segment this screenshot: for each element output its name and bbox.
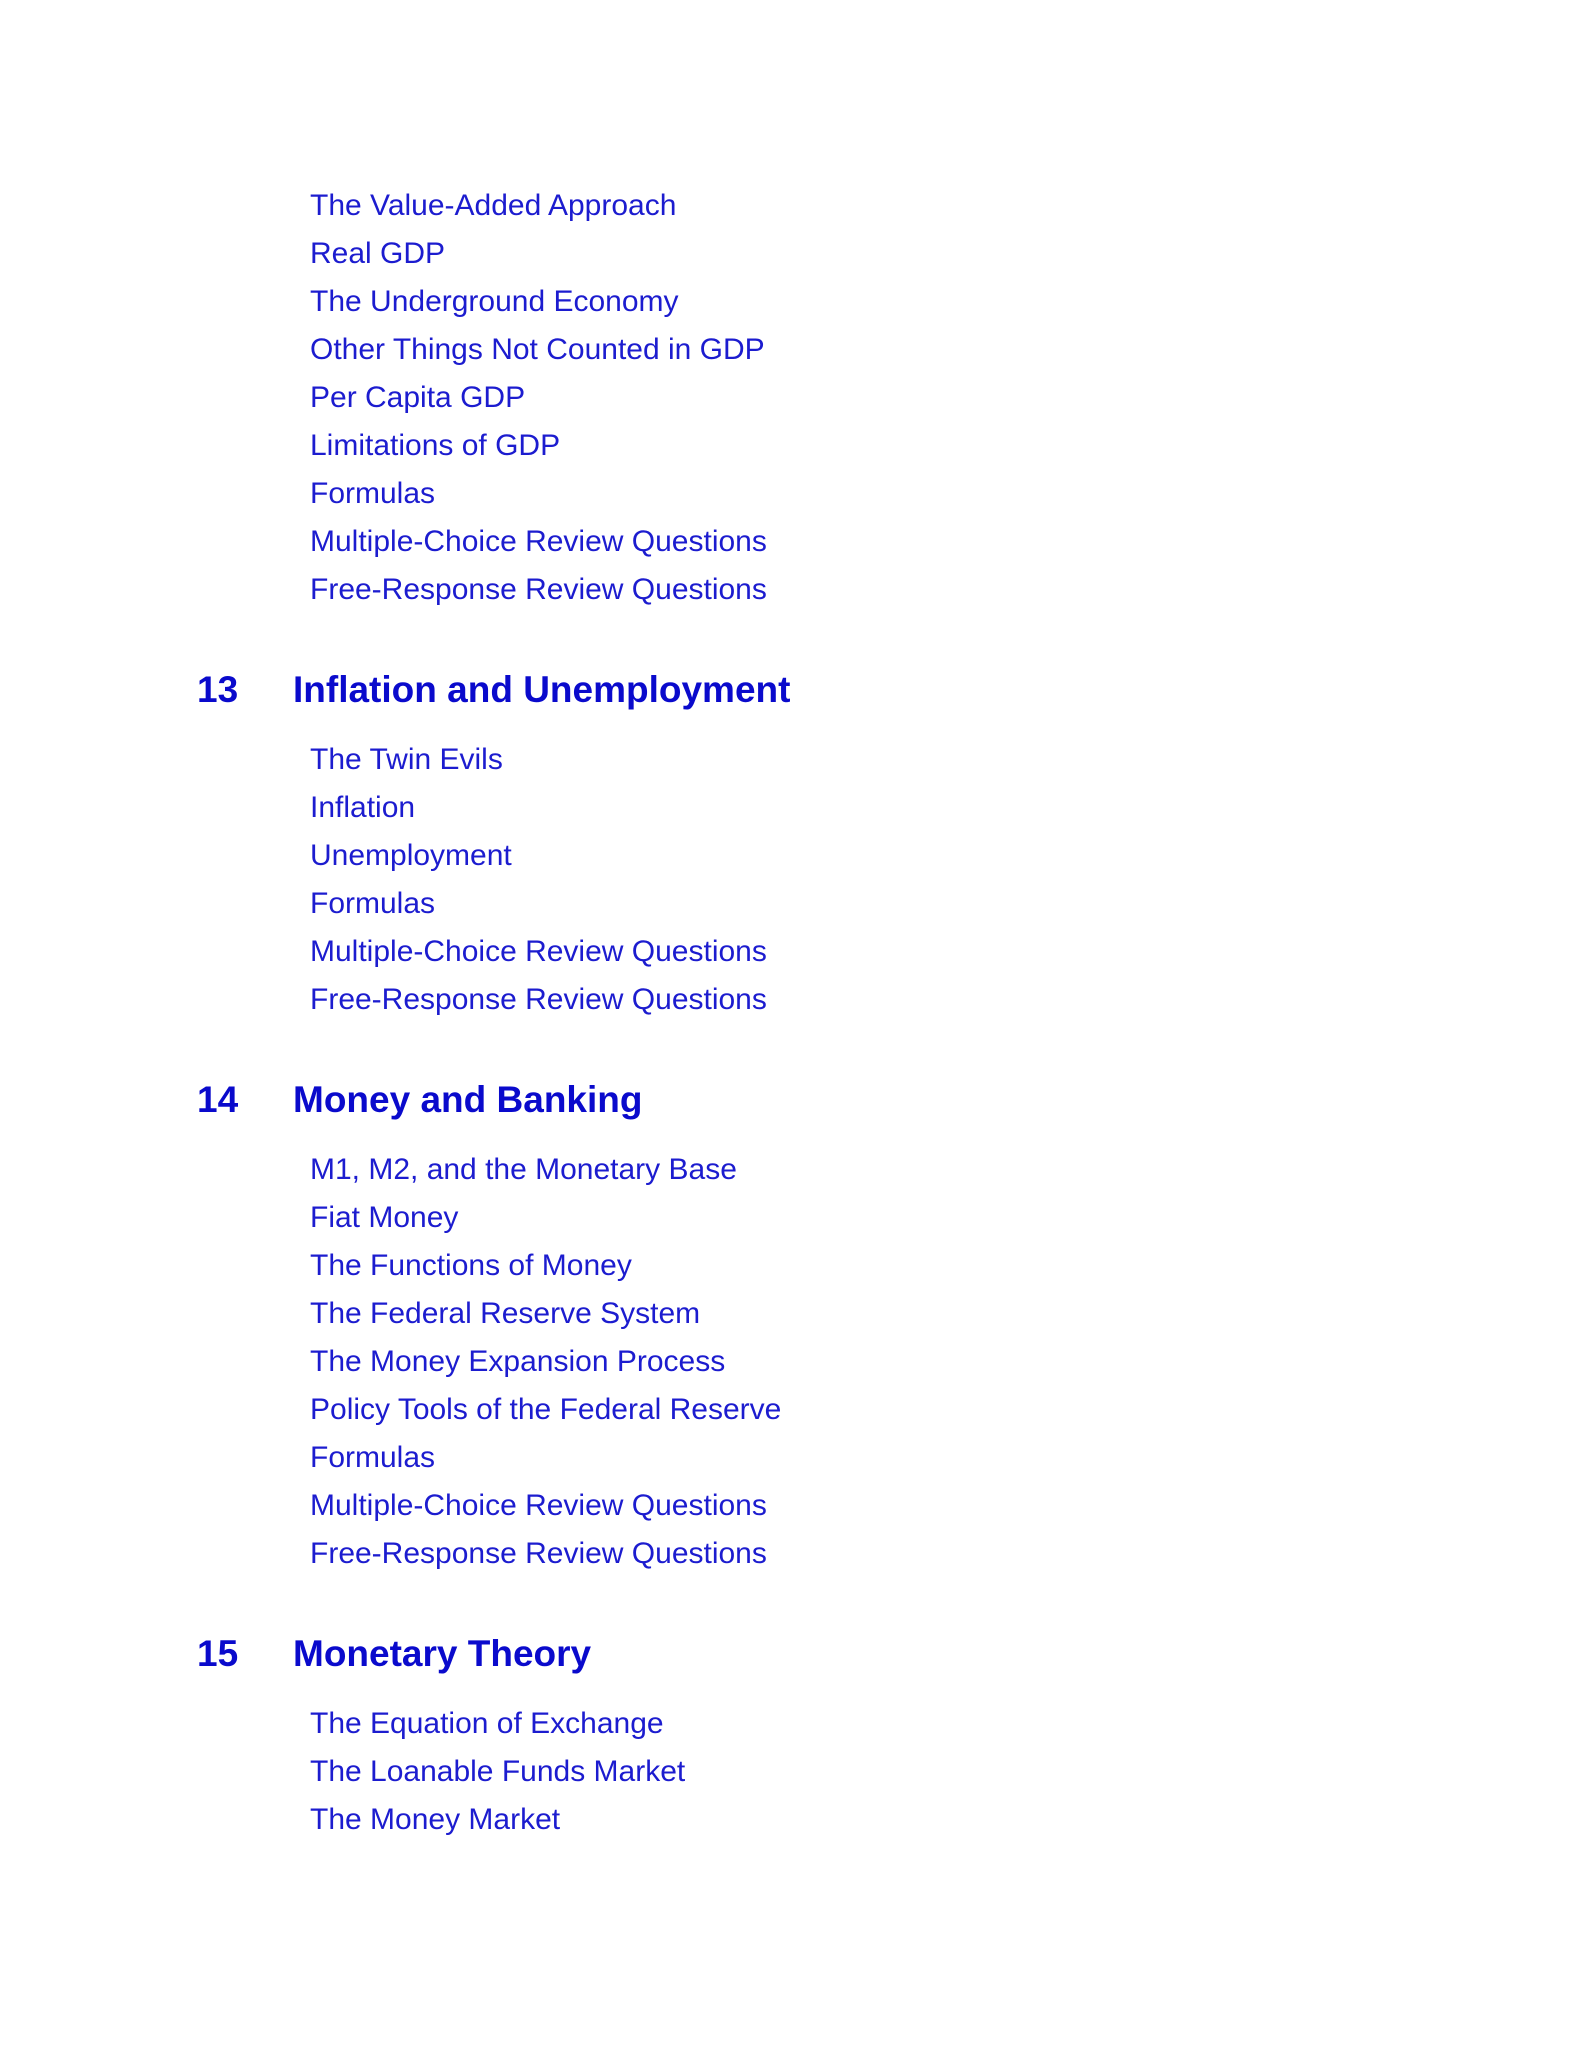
toc-entry-link[interactable]: The Functions of Money xyxy=(310,1249,632,1282)
toc-entry-link[interactable]: The Money Market xyxy=(310,1803,561,1836)
toc-entry-link[interactable]: Formulas xyxy=(310,477,436,510)
chapter-heading[interactable] xyxy=(0,666,1582,714)
toc-entry-link[interactable]: Multiple-Choice Review Questions xyxy=(310,935,767,968)
toc-entry-link[interactable]: The Twin Evils xyxy=(310,743,503,776)
toc-entry-link[interactable]: Unemployment xyxy=(310,839,512,872)
toc-entry-link[interactable]: The Loanable Funds Market xyxy=(310,1755,686,1788)
toc-entry-link[interactable]: M1, M2, and the Monetary Base xyxy=(310,1153,737,1186)
toc-entry-link[interactable]: The Value-Added Approach xyxy=(310,189,677,222)
toc-entry-link[interactable]: Per Capita GDP xyxy=(310,381,526,414)
toc-entry-link[interactable]: Inflation xyxy=(310,791,416,824)
toc-entry-link[interactable]: Free-Response Review Questions xyxy=(310,573,767,606)
chapter-title[interactable]: Inflation and Unemployment xyxy=(293,669,791,710)
toc-entry-link[interactable]: Limitations of GDP xyxy=(310,429,561,462)
chapter-number: 13 xyxy=(197,669,239,710)
toc-entry-link[interactable]: The Underground Economy xyxy=(310,285,679,318)
toc-entry-link[interactable]: Fiat Money xyxy=(310,1201,459,1234)
toc-entry-link[interactable]: Formulas xyxy=(310,887,436,920)
toc-entry-link[interactable]: Free-Response Review Questions xyxy=(310,1537,767,1570)
chapter-number: 15 xyxy=(197,1633,239,1674)
toc-entry-link[interactable]: Multiple-Choice Review Questions xyxy=(310,1489,767,1522)
chapter-heading[interactable] xyxy=(0,1076,1582,1124)
toc-entry-link[interactable]: Real GDP xyxy=(310,237,446,270)
toc-entry-link[interactable]: Other Things Not Counted in GDP xyxy=(310,333,765,366)
toc-entry-link[interactable]: Multiple-Choice Review Questions xyxy=(310,525,767,558)
chapter-number: 14 xyxy=(197,1079,239,1120)
toc-entry-link[interactable]: The Money Expansion Process xyxy=(310,1345,726,1378)
toc-entry-link[interactable]: Policy Tools of the Federal Reserve xyxy=(310,1393,782,1426)
chapter-heading[interactable] xyxy=(0,1630,1582,1678)
toc-entry-link[interactable]: Formulas xyxy=(310,1441,436,1474)
toc-entry-link[interactable]: The Equation of Exchange xyxy=(310,1707,664,1740)
chapter-title[interactable]: Monetary Theory xyxy=(293,1633,592,1674)
table-of-contents xyxy=(0,182,1582,1844)
toc-entry-link[interactable]: The Federal Reserve System xyxy=(310,1297,701,1330)
chapter-title[interactable]: Money and Banking xyxy=(293,1079,643,1120)
toc-entry-link[interactable]: Free-Response Review Questions xyxy=(310,983,767,1016)
